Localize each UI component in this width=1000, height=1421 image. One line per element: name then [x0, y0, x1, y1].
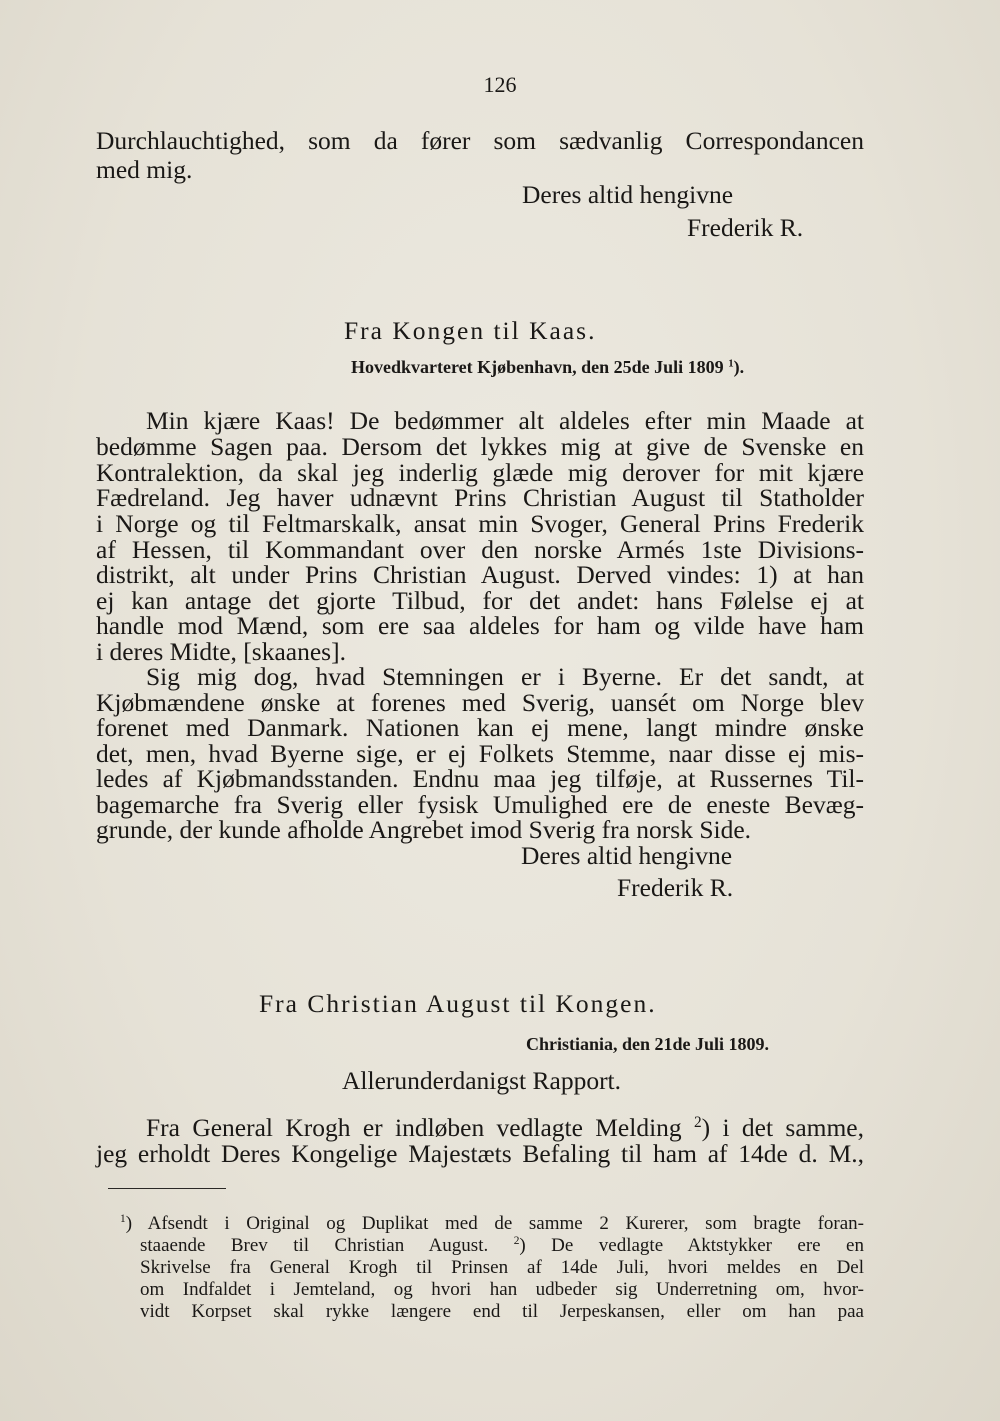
footnote-text: ) Afsendt i Original og Duplikat med de samme 2 Kurerer, som bragte foran- — [125, 1213, 864, 1234]
footnote-text: staaende Brev til Christian August. — [140, 1235, 489, 1256]
body-line: Sig mig dog, hvad Stemningen er i Byerne. Er det sandt, at — [146, 662, 864, 691]
footnote-line: Skrivelse fra General Krogh til Prinsen af 14de Juli, hvori meldes en Del — [140, 1257, 864, 1278]
page-number: 126 — [483, 72, 517, 97]
body-line: Kjøbmændene ønske at forenes med Sverig, uansét om Norge blev — [96, 688, 864, 717]
body-line: bedømme Sagen paa. Dersom det lykkes mig at give de Svenske en — [96, 432, 864, 461]
footnote-marker: 2 — [513, 1235, 520, 1248]
dateline-text: Hovedkvarteret Kjøbenhavn, den 25de Juli 1809 — [351, 357, 724, 377]
body-text: ) i det samme, — [701, 1113, 864, 1142]
body-line: det, men, hvad Byerne sige, er ej Folkets Stemme, naar disse ej mis- — [96, 739, 864, 768]
body-line: med mig. — [96, 155, 193, 184]
dateline-end: ). — [733, 357, 745, 377]
body-text: Fra General Krogh er indløben vedlagte Melding — [146, 1113, 682, 1142]
body-line: ledes af Kjøbmandsstanden. Endnu maa jeg tilføje, at Russernes Til- — [96, 764, 864, 793]
body-line: af Hessen, til Kommandant over den norske Armés 1ste Divisions- — [96, 535, 864, 564]
closing-salutation: Deres altid hengivne — [521, 841, 733, 870]
letter-heading: Fra Kongen til Kaas. — [344, 316, 597, 345]
body-line: ej kan antage det gjorte Tilbud, for det andet: hans Følelse ej at — [96, 586, 864, 615]
footnote-text: ) De vedlagte Aktstykker ere en — [519, 1235, 864, 1256]
letter-title: Allerunderdanigst Rapport. — [342, 1066, 622, 1095]
footnote-reference: 1 — [728, 357, 734, 370]
body-line: i Norge og til Feltmarskalk, ansat min Svoger, General Prins Frederik — [96, 509, 864, 538]
closing-signature: Frederik R. — [687, 213, 804, 242]
letter-dateline: Christiania, den 21de Juli 1809. — [526, 1034, 770, 1054]
footnote-marker: 1 — [120, 1213, 126, 1226]
footnote-reference: 2 — [694, 1113, 702, 1131]
footnote-divider — [108, 1188, 226, 1189]
closing-signature: Frederik R. — [617, 873, 734, 902]
body-line: grunde, der kunde afholde Angrebet imod Sverig fra norsk Side. — [96, 815, 752, 844]
letter-dateline — [351, 357, 744, 378]
body-line: Kontralektion, da skal jeg inderlig glæde mig derover for mit kjære — [96, 458, 864, 487]
letter-heading: Fra Christian August til Kongen. — [259, 989, 657, 1018]
footnote-line: vidt Korpset skal rykke længere end til Jerpeskansen, eller om han paa — [140, 1301, 864, 1322]
footnote-line — [140, 1236, 864, 1255]
closing-salutation: Deres altid hengivne — [522, 180, 734, 209]
body-line: bagemarche fra Sverig eller fysisk Umulighed ere de eneste Bevæg- — [96, 790, 864, 819]
body-line: i deres Midte, [skaanes]. — [96, 637, 346, 666]
body-line: Min kjære Kaas! De bedømmer alt aldeles efter min Maade at — [146, 406, 864, 435]
body-line: jeg erholdt Deres Kongelige Majestæts Befaling til ham af 14de d. M., — [96, 1139, 864, 1168]
body-line: Durchlauchtighed, som da fører som sædvanlig Correspondancen — [96, 126, 864, 155]
body-line: Fædreland. Jeg haver udnævnt Prins Christian August til Statholder — [96, 483, 864, 512]
footnote-line: om Indfaldet i Jemteland, og hvori han udbeder sig Underretning om, hvor- — [140, 1279, 864, 1300]
body-line: handle mod Mænd, som ere saa aldeles for ham og vilde have ham — [96, 611, 864, 640]
body-line: forenet med Danmark. Nationen kan ej mene, langt mindre ønske — [96, 713, 864, 742]
body-line — [146, 1115, 864, 1141]
body-line: distrikt, alt under Prins Christian August. Derved vindes: 1) at han — [96, 560, 864, 589]
footnote-line — [120, 1214, 864, 1233]
